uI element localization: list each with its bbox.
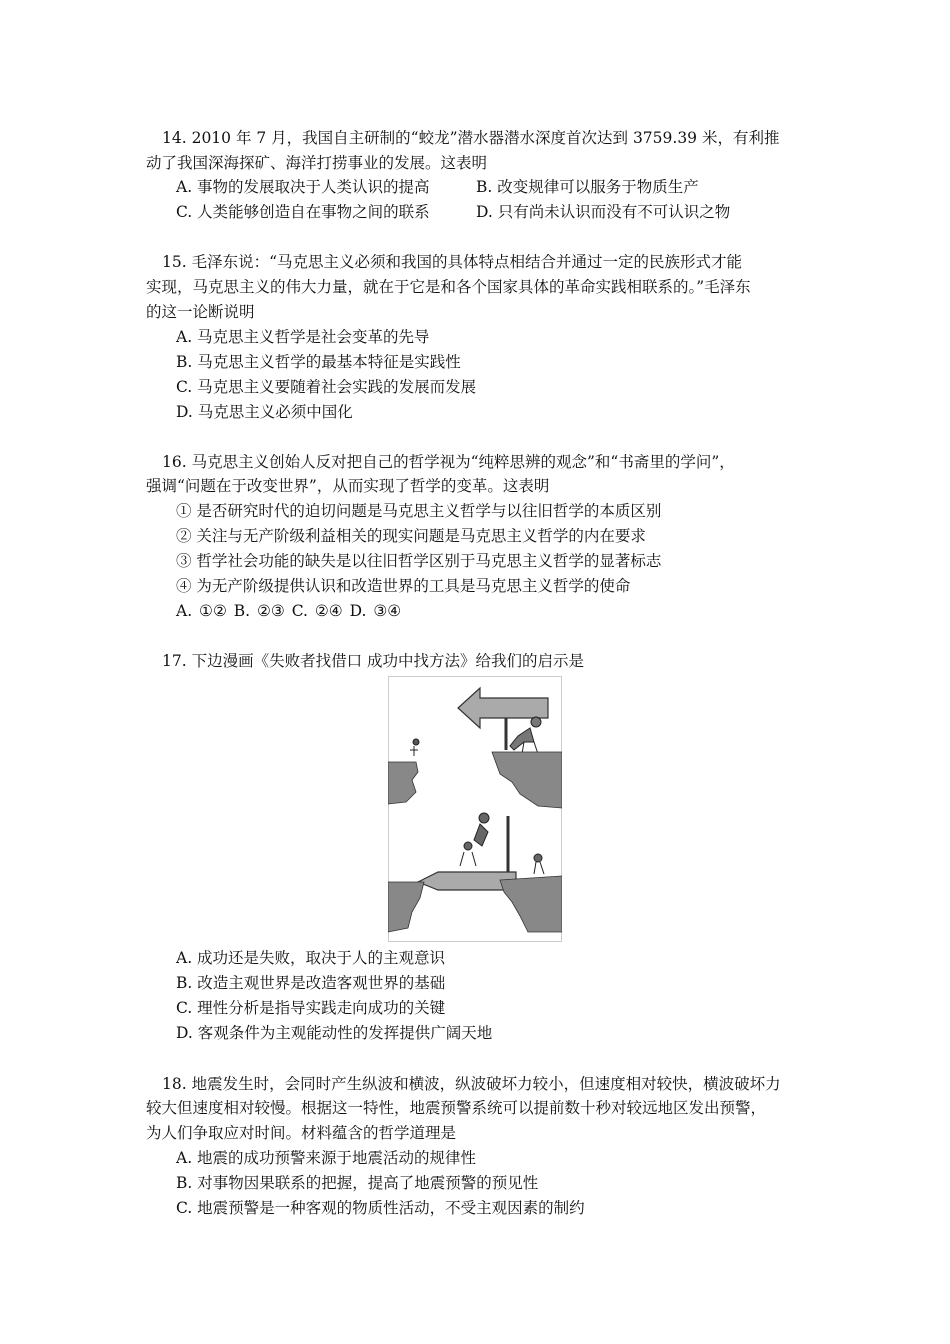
q15-option-d: D. 马克思主义必须中国化 — [176, 403, 353, 421]
q18-option-a: A. 地震的成功预警来源于地震活动的规律性 — [176, 1149, 477, 1167]
q14-option-b: B. 改变规律可以服务于物质生产 — [476, 178, 699, 196]
q18-stem-line-2: 较大但速度相对较慢。根据这一特性，地震预警系统可以提前数十秒对较远地区发出预警， — [146, 1099, 767, 1117]
q14-option-d: D. 只有尚未认识而没有不可认识之物 — [476, 203, 731, 221]
q18-option-b: B. 对事物因果联系的把握，提高了地震预警的预见性 — [176, 1174, 539, 1192]
q14-option-a: A. 事物的发展取决于人类认识的提高 — [176, 178, 430, 196]
q15-option-a: A. 马克思主义哲学是社会变革的先导 — [176, 328, 430, 346]
q15-option-c: C. 马克思主义要随着社会实践的发展而发展 — [176, 378, 477, 396]
q16-statement-3: ③ 哲学社会功能的缺失是以往旧哲学区别于马克思主义哲学的显著标志 — [176, 552, 662, 570]
small-figure — [410, 739, 419, 756]
comic-illustration — [388, 676, 562, 942]
person-figure — [510, 717, 541, 754]
q15-option-b: B. 马克思主义哲学的最基本特征是实践性 — [176, 353, 461, 371]
q16-statement-4: ④ 为无产阶级提供认识和改造世界的工具是马克思主义哲学的使命 — [176, 577, 631, 595]
q16-stem-line-2: 强调“问题在于改变世界”，从而实现了哲学的变革。这表明 — [146, 477, 550, 495]
q16-answer-options: A. ①② B. ②③ C. ②④ D. ③④ — [176, 602, 402, 620]
q15-stem-line-3: 的这一论断说明 — [146, 303, 255, 321]
q17-option-a: A. 成功还是失败，取决于人的主观意识 — [176, 949, 446, 967]
q17-option-d: D. 客观条件为主观能动性的发挥提供广阔天地 — [176, 1024, 493, 1042]
signpost-bridge — [418, 816, 516, 890]
people-figures — [460, 813, 544, 874]
q16-stem-line-1: 16. 马克思主义创始人反对把自己的哲学视为“纯粹思辨的观念”和“书斋里的学问”， — [162, 453, 735, 471]
q15-stem-line-1: 15. 毛泽东说：“马克思主义必须和我国的具体特点相结合并通过一定的民族形式才能 — [162, 253, 743, 271]
q18-stem-line-3: 为人们争取应对时间。材料蕴含的哲学道理是 — [146, 1124, 457, 1142]
cliff-right — [492, 752, 562, 808]
q14-stem-line-2: 动了我国深海探矿、海洋打捞事业的发展。这表明 — [146, 154, 488, 172]
q17-stem: 17. 下边漫画《失败者找借口 成功中找方法》给我们的启示是 — [162, 652, 585, 670]
q18-stem-line-1: 18. 地震发生时，会同时产生纵波和横波，纵波破坏力较小，但速度相对较快，横波破坏力 — [162, 1075, 781, 1093]
q15-stem-line-2: 实现，马克思主义的伟大力量，就在于它是和各个国家具体的革命实践相联系的。”毛泽东 — [146, 278, 751, 296]
q16-statement-1: ① 是否研究时代的迫切问题是马克思主义哲学与以往旧哲学的本质区别 — [176, 502, 662, 520]
q14-stem-line-1: 14. 2010 年 7 月，我国自主研制的“蛟龙”潜水器潜水深度首次达到 3759.39 米，有利推 — [162, 129, 780, 147]
cliff-left — [388, 762, 418, 804]
q16-statement-2: ② 关注与无产阶级利益相关的现实问题是马克思主义哲学的内在要求 — [176, 527, 646, 545]
q17-option-c: C. 理性分析是指导实践走向成功的关键 — [176, 999, 446, 1017]
q18-option-c: C. 地震预警是一种客观的物质性活动，不受主观因素的制约 — [176, 1199, 585, 1217]
q17-option-b: B. 改造主观世界是改造客观世界的基础 — [176, 974, 446, 992]
q14-option-c: C. 人类能够创造自在事物之间的联系 — [176, 203, 430, 221]
